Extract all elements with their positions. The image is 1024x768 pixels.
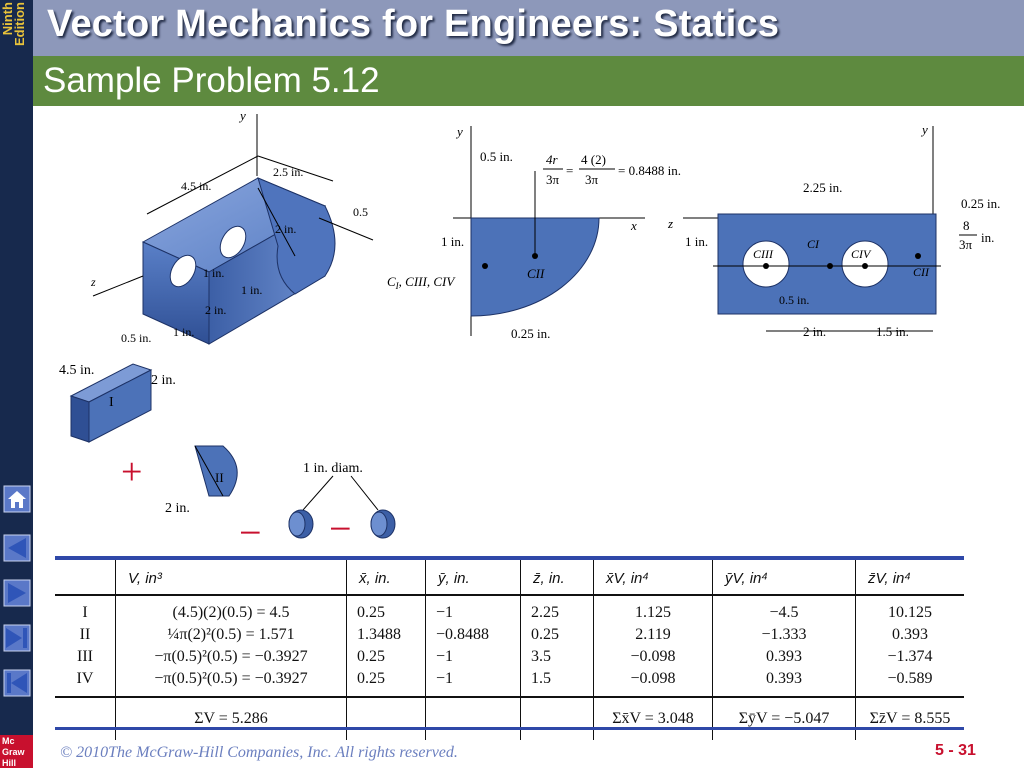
xbar-cell: 1.3488 <box>357 626 401 643</box>
zbar-cell: 3.5 <box>531 648 551 665</box>
front-ci-label: CI <box>807 237 819 251</box>
header-yv: ȳV, in⁴ <box>713 560 856 595</box>
frac-den-right: 3π <box>585 172 599 187</box>
side-x-label: x <box>631 218 637 233</box>
front-dim-2: 2 in. <box>803 324 827 339</box>
xv-cell: −0.098 <box>630 648 676 665</box>
side-y-label: y <box>457 124 463 139</box>
yv-cell: 0.393 <box>766 648 802 665</box>
ybar-cell: −1 <box>436 670 454 687</box>
logo-line-1: Mc <box>2 736 15 746</box>
xv-cell: 2.119 <box>635 626 671 643</box>
iso-y-label: y <box>240 108 246 123</box>
side-dim-0-5: 0.5 in. <box>480 149 513 164</box>
front-dim-0-5: 0.5 in. <box>779 293 810 307</box>
front-z-label: z <box>668 216 674 231</box>
xbar-cell: 0.25 <box>357 604 385 621</box>
header-zv: z̄V, in⁴ <box>856 560 965 595</box>
front-dim-1: 1 in. <box>685 234 709 249</box>
iso-dim-2: 2 in. <box>275 222 297 236</box>
volume-cell: −π(0.5)²(0.5) = −0.3927 <box>154 670 308 687</box>
row-label: IV <box>76 670 94 687</box>
front-cii-label: CII <box>913 265 929 279</box>
row-label: II <box>79 626 91 643</box>
front-frac-num: 8 <box>963 218 970 233</box>
parts-decomposition <box>59 363 395 546</box>
copyright-notice: © 2010The McGraw-Hill Companies, Inc. All rights reserved. <box>60 744 458 761</box>
iso-dim-1c: 1 in. <box>173 325 195 339</box>
front-dim-1-5: 1.5 in. <box>876 324 909 339</box>
volume-cell: −π(0.5)²(0.5) = −0.3927 <box>154 648 308 665</box>
iso-dim-4-5: 4.5 in. <box>181 179 212 193</box>
front-frac-den: 3π <box>959 237 973 252</box>
isometric-view <box>90 108 373 345</box>
iso-dim-1b: 1 in. <box>241 283 263 297</box>
iso-dim-1a: 1 in. <box>203 266 225 280</box>
iso-dim-0-5b: 0.5 in. <box>121 331 152 345</box>
next-icon[interactable] <box>2 578 32 608</box>
side-view <box>387 124 681 341</box>
front-dim-0-25: 0.25 in. <box>961 196 1001 211</box>
zv-cell: −0.589 <box>887 670 933 687</box>
sum-zv: Σz̄V = 8.555 <box>856 697 965 740</box>
frac-den-left: 3π <box>546 172 560 187</box>
part-i-label: I <box>109 395 114 410</box>
table-row <box>55 595 964 697</box>
iso-dim-2b: 2 in. <box>205 303 227 317</box>
problem-figure <box>33 106 1024 546</box>
logo-line-2: Graw <box>2 747 25 757</box>
front-frac-unit: in. <box>981 230 995 245</box>
ybar-cell: −1 <box>436 604 454 621</box>
frac-result: = 0.8488 in. <box>618 163 681 178</box>
minus-sign-2: − <box>329 506 352 546</box>
header-xv: x̄V, in⁴ <box>594 560 713 595</box>
zbar-cell: 2.25 <box>531 604 559 621</box>
mcgraw-hill-logo <box>0 735 33 768</box>
front-y-label: y <box>922 122 928 137</box>
front-view <box>667 122 1000 339</box>
table-sum-row <box>55 697 964 740</box>
iso-dim-0-5: 0.5 <box>353 205 368 219</box>
home-icon[interactable] <box>2 484 32 514</box>
sum-yv: ΣȳV = −5.047 <box>713 697 856 740</box>
header-y: ȳ, in. <box>426 560 521 595</box>
xv-cell: −0.098 <box>630 670 676 687</box>
slide-subtitle: Sample Problem 5.12 <box>43 61 380 100</box>
minus-sign-1: − <box>239 510 262 546</box>
logo-line-3: Hill <box>2 758 17 768</box>
iso-z-label: z <box>91 275 96 289</box>
front-ciii-label: CIII <box>753 247 773 261</box>
subtitle-bar <box>33 56 1024 106</box>
yv-cell: −4.5 <box>769 604 799 621</box>
frac-num-right: 4 (2) <box>581 152 606 167</box>
yv-cell: −1.333 <box>761 626 807 643</box>
part-ii-label: II <box>215 470 224 485</box>
zv-cell: 0.393 <box>892 626 928 643</box>
page-number: 5 - 31 <box>935 742 976 759</box>
yv-cell: 0.393 <box>766 670 802 687</box>
iso-dim-2-5: 2.5 in. <box>273 165 304 179</box>
xbar-cell: 0.25 <box>357 648 385 665</box>
front-civ-label: CIV <box>851 247 871 261</box>
part-i-dim-2: 2 in. <box>151 373 176 388</box>
page-title: Vector Mechanics for Engineers: Statics <box>47 3 780 45</box>
zbar-cell: 1.5 <box>531 670 551 687</box>
sum-v: ΣV = 5.286 <box>116 697 347 740</box>
sum-xv: Σx̄V = 3.048 <box>594 697 713 740</box>
properties-table <box>55 560 964 740</box>
header-v: V, in³ <box>116 560 347 595</box>
zv-cell: −1.374 <box>887 648 933 665</box>
header-x: x̄, in. <box>347 560 426 595</box>
side-dim-1: 1 in. <box>441 234 465 249</box>
zbar-cell: 0.25 <box>531 626 559 643</box>
xv-cell: 1.125 <box>635 604 671 621</box>
frac-eq: = <box>566 163 574 178</box>
table-bottom-rule <box>55 727 964 730</box>
side-dim-0-25: 0.25 in. <box>511 326 551 341</box>
frac-num-left: 4r <box>546 152 558 167</box>
zv-cell: 10.125 <box>888 604 932 621</box>
title-bar <box>33 0 1024 56</box>
edition-label <box>0 2 27 62</box>
header-z: z̄, in. <box>521 560 594 595</box>
previous-icon[interactable] <box>2 533 32 563</box>
xbar-cell: 0.25 <box>357 670 385 687</box>
part-ii-dim-2: 2 in. <box>165 501 190 516</box>
return-icon[interactable] <box>2 668 32 698</box>
row-label: I <box>82 604 88 621</box>
sidebar <box>0 0 33 768</box>
row-label: III <box>77 648 93 665</box>
side-centroids-label: $C_I$, CIII, CIV <box>387 274 455 291</box>
last-icon[interactable] <box>2 623 32 653</box>
part-i-dim-4-5: 4.5 in. <box>59 363 95 378</box>
side-cii-label: CII <box>527 266 545 281</box>
edition-line-2: Edition <box>12 2 27 47</box>
table-header-row <box>55 560 964 595</box>
ybar-cell: −0.8488 <box>436 626 490 643</box>
front-dim-2-25: 2.25 in. <box>803 180 843 195</box>
volume-cell: ¼π(2)²(0.5) = 1.571 <box>167 626 295 643</box>
plus-sign: + <box>121 451 143 493</box>
hole-diameter-label: 1 in. diam. <box>303 461 363 476</box>
ybar-cell: −1 <box>436 648 454 665</box>
edition-line-1: Ninth <box>0 2 15 36</box>
volume-cell: (4.5)(2)(0.5) = 4.5 <box>172 604 290 621</box>
